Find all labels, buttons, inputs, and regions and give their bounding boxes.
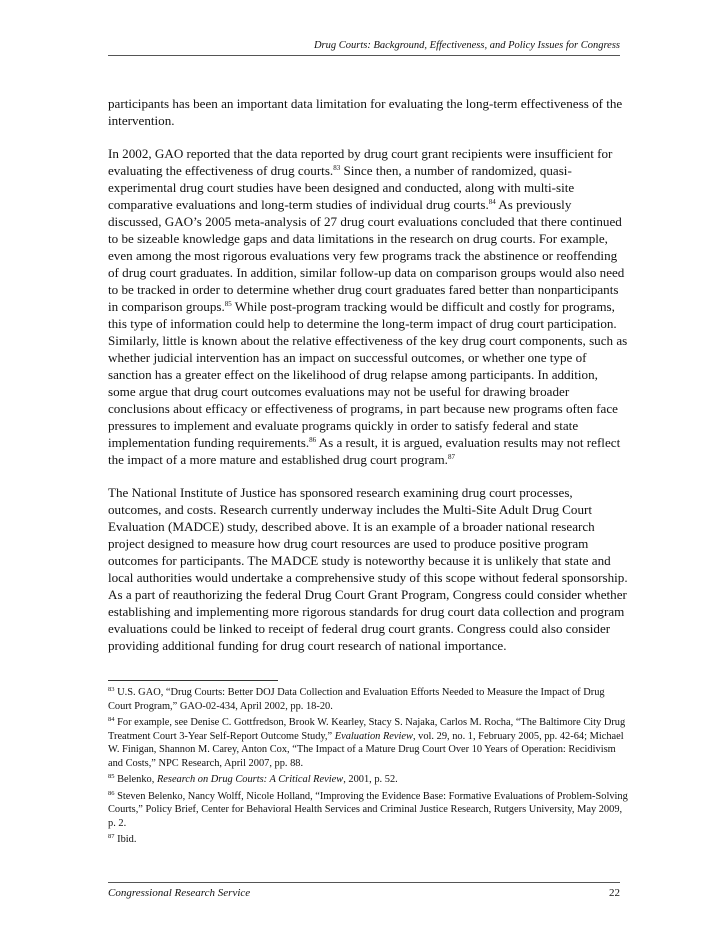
paragraph <box>108 484 628 654</box>
footnote <box>108 686 628 713</box>
footnote-ref: 86 <box>309 436 317 444</box>
footnote <box>108 790 628 831</box>
footnote-ref: 87 <box>447 453 455 461</box>
text-run: Ibid. <box>117 834 137 845</box>
footnote <box>108 833 628 847</box>
footnote-number: 86 <box>108 789 115 797</box>
body-text <box>108 95 628 670</box>
page-footer <box>108 882 620 899</box>
paragraph <box>108 95 628 129</box>
footnote <box>108 773 628 787</box>
footnote-number: 84 <box>108 716 115 723</box>
italic-title: Evaluation Review <box>334 730 413 742</box>
running-header <box>108 40 620 56</box>
italic-title: Research on Drug Courts: A Critical Review <box>156 774 344 785</box>
text-run: Belenko, <box>117 774 157 785</box>
text-run: participants has been an important data limitation for evaluating the long-term effectiveness of the intervention. <box>108 96 623 128</box>
paragraph <box>108 145 628 468</box>
text-run: Steven Belenko, Nancy Wolff, Nicole Holland, “Improving the Evidence Base: Formative Evaluations of Problem-Solving Courts,” Policy Brief, Center for Behavioral Health Services and Criminal Justice Research, Rutgers University, May 2009, p. 2. <box>108 790 628 829</box>
footnote-ref: 85 <box>224 300 232 308</box>
footnote <box>108 716 628 770</box>
running-header-title: Drug Courts: Background, Effectiveness, and Policy Issues for Congress <box>313 40 620 51</box>
text-run: , 2001, p. 52. <box>343 774 398 785</box>
text-run: While post-program tracking would be difficult and costly for programs, this type of information could help to determine the long-term impact of drug court participation. Similarly, little is known about the relative effectiveness of the key drug court components, such as whether judicial intervention has an impact on successful outcomes, or whether one type of sanction has a greater effect on the likelihood of drug relapse among participants. In addition, some argue that drug court outcomes evaluations may not be useful for drawing broader conclusions about efficacy or effectiveness of programs, in part because new programs often face pressures to implement and evaluate programs quickly in order to satisfy federal and state implementation funding requirements. <box>108 299 628 450</box>
footnote-number: 83 <box>108 686 115 693</box>
footnote-number: 87 <box>108 833 115 840</box>
footer-publisher: Congressional Research Service <box>108 887 251 899</box>
footnote-ref: 84 <box>488 198 496 206</box>
text-run: Since then, a number of randomized, quasi-experimental drug court studies have been designed and conducted, along with multi-site comparative evaluations and long-term studies of individual drug courts. <box>108 163 575 212</box>
footnote-number: 85 <box>108 773 115 780</box>
footnotes <box>108 686 628 850</box>
text-run: As a result, it is argued, evaluation results may not reflect the impact of a more mature and established drug court program. <box>108 435 621 467</box>
footnote-divider <box>108 680 278 681</box>
page-number: 22 <box>609 887 620 899</box>
text-run: For example, see Denise C. Gottfredson, Brook W. Kearley, Stacy S. Najaka, Carlos M. Rocha, “The Baltimore City Drug Treatment Court 3-Year Self-Report Outcome Study,” <box>108 717 626 742</box>
text-run: U.S. GAO, “Drug Courts: Better DOJ Data Collection and Evaluation Efforts Needed to Measure the Impact of Drug Court Program,” GAO-02-434, April 2002, pp. 18-20. <box>108 687 605 712</box>
text-run: , vol. 29, no. 1, February 2005, pp. 42-64; Michael W. Finigan, Shannon M. Carey, Anton Cox, “The Impact of a Mature Drug Court Over 10 Years of Operation: Recidivism and Costs,” NPC Research, April 2007, pp. 88. <box>108 730 624 769</box>
text-run: As previously discussed, GAO’s 2005 meta-analysis of 27 drug court evaluations concluded that there continued to be sizeable knowledge gaps and data limitations in the research on drug courts. For example, even among the most rigorous evaluations very few programs track the abstinence or reoffending of drug court graduates. In addition, similar follow-up data on comparison groups would also need to be tracked in order to determine whether drug court graduates fared better than nonparticipants in comparison groups. <box>108 197 625 314</box>
text-run: The National Institute of Justice has sponsored research examining drug court processes, outcomes, and costs. Research currently underway includes the Multi-Site Adult Drug Court Evaluation (MADCE) study, described above. It is an example of a broader national research project designed to measure how drug court resources are used to produce positive program outcomes for participants. The MADCE study is noteworthy because it is unlikely that state and local authorities would undertake a comprehensive study of this scope without federal sponsorship. As a part of reauthorizing the federal Drug Court Grant Program, Congress could consider whether establishing and implementing more rigorous standards for drug court data collection and program evaluations could be linked to receipt of federal drug court grants. Congress could also consider providing additional funding for drug court research of national importance. <box>108 485 628 653</box>
text-run: In 2002, GAO reported that the data reported by drug court grant recipients were insufficient for evaluating the effectiveness of drug courts. <box>108 146 613 178</box>
footnote-ref: 83 <box>333 164 341 172</box>
